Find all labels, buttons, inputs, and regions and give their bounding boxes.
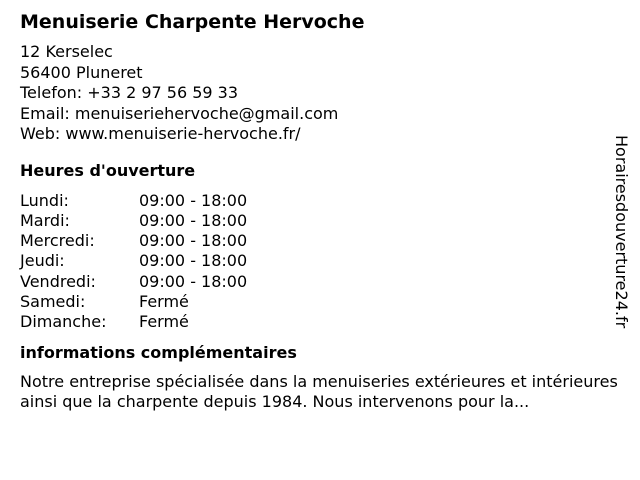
site-watermark: Horairesdouverture24.fr: [612, 135, 631, 329]
hours-time: 09:00 - 18:00: [139, 210, 248, 230]
hours-time: 09:00 - 18:00: [139, 251, 248, 271]
hours-day: Mardi:: [20, 210, 70, 230]
hours-row: [20, 251, 610, 271]
business-card: [20, 10, 618, 413]
hours-row: [20, 292, 610, 312]
contact-block: [20, 42, 610, 145]
business-name: Menuiserie Charpente Hervoche: [20, 11, 365, 33]
hours-time: Fermé: [139, 291, 189, 311]
hours-day: Jeudi:: [20, 251, 65, 271]
hours-day: Dimanche:: [20, 312, 107, 332]
address-street: 12 Kerselec: [20, 42, 113, 61]
phone-line: Telefon: +33 2 97 56 59 33: [20, 83, 239, 102]
hours-day: Vendredi:: [20, 271, 96, 291]
hours-day: Lundi:: [20, 190, 69, 210]
hours-day: Mercredi:: [20, 231, 95, 251]
hours-row: [20, 191, 610, 211]
info-description: Notre entreprise spécialisée dans la menuiseries extérieures et intérieures ainsi que la charpente depuis 1984. Nous intervenons pour la...: [20, 371, 618, 412]
address-city: 56400 Pluneret: [20, 62, 143, 82]
info-heading: informations complémentaires: [20, 342, 297, 362]
hours-time: 09:00 - 18:00: [139, 190, 248, 210]
hours-time: 09:00 - 18:00: [139, 231, 248, 251]
hours-heading: Heures d'ouverture: [20, 160, 196, 180]
web-line: Web: www.menuiserie-hervoche.fr/: [20, 124, 301, 143]
hours-time: Fermé: [139, 312, 189, 332]
hours-table: [20, 191, 610, 333]
hours-time: 09:00 - 18:00: [139, 271, 248, 291]
email-line: Email: menuiseriehervoche@gmail.com: [20, 103, 339, 123]
hours-row: [20, 231, 610, 251]
hours-day: Samedi:: [20, 291, 86, 311]
hours-row: [20, 272, 610, 292]
hours-row: [20, 211, 610, 231]
hours-row: [20, 312, 610, 332]
